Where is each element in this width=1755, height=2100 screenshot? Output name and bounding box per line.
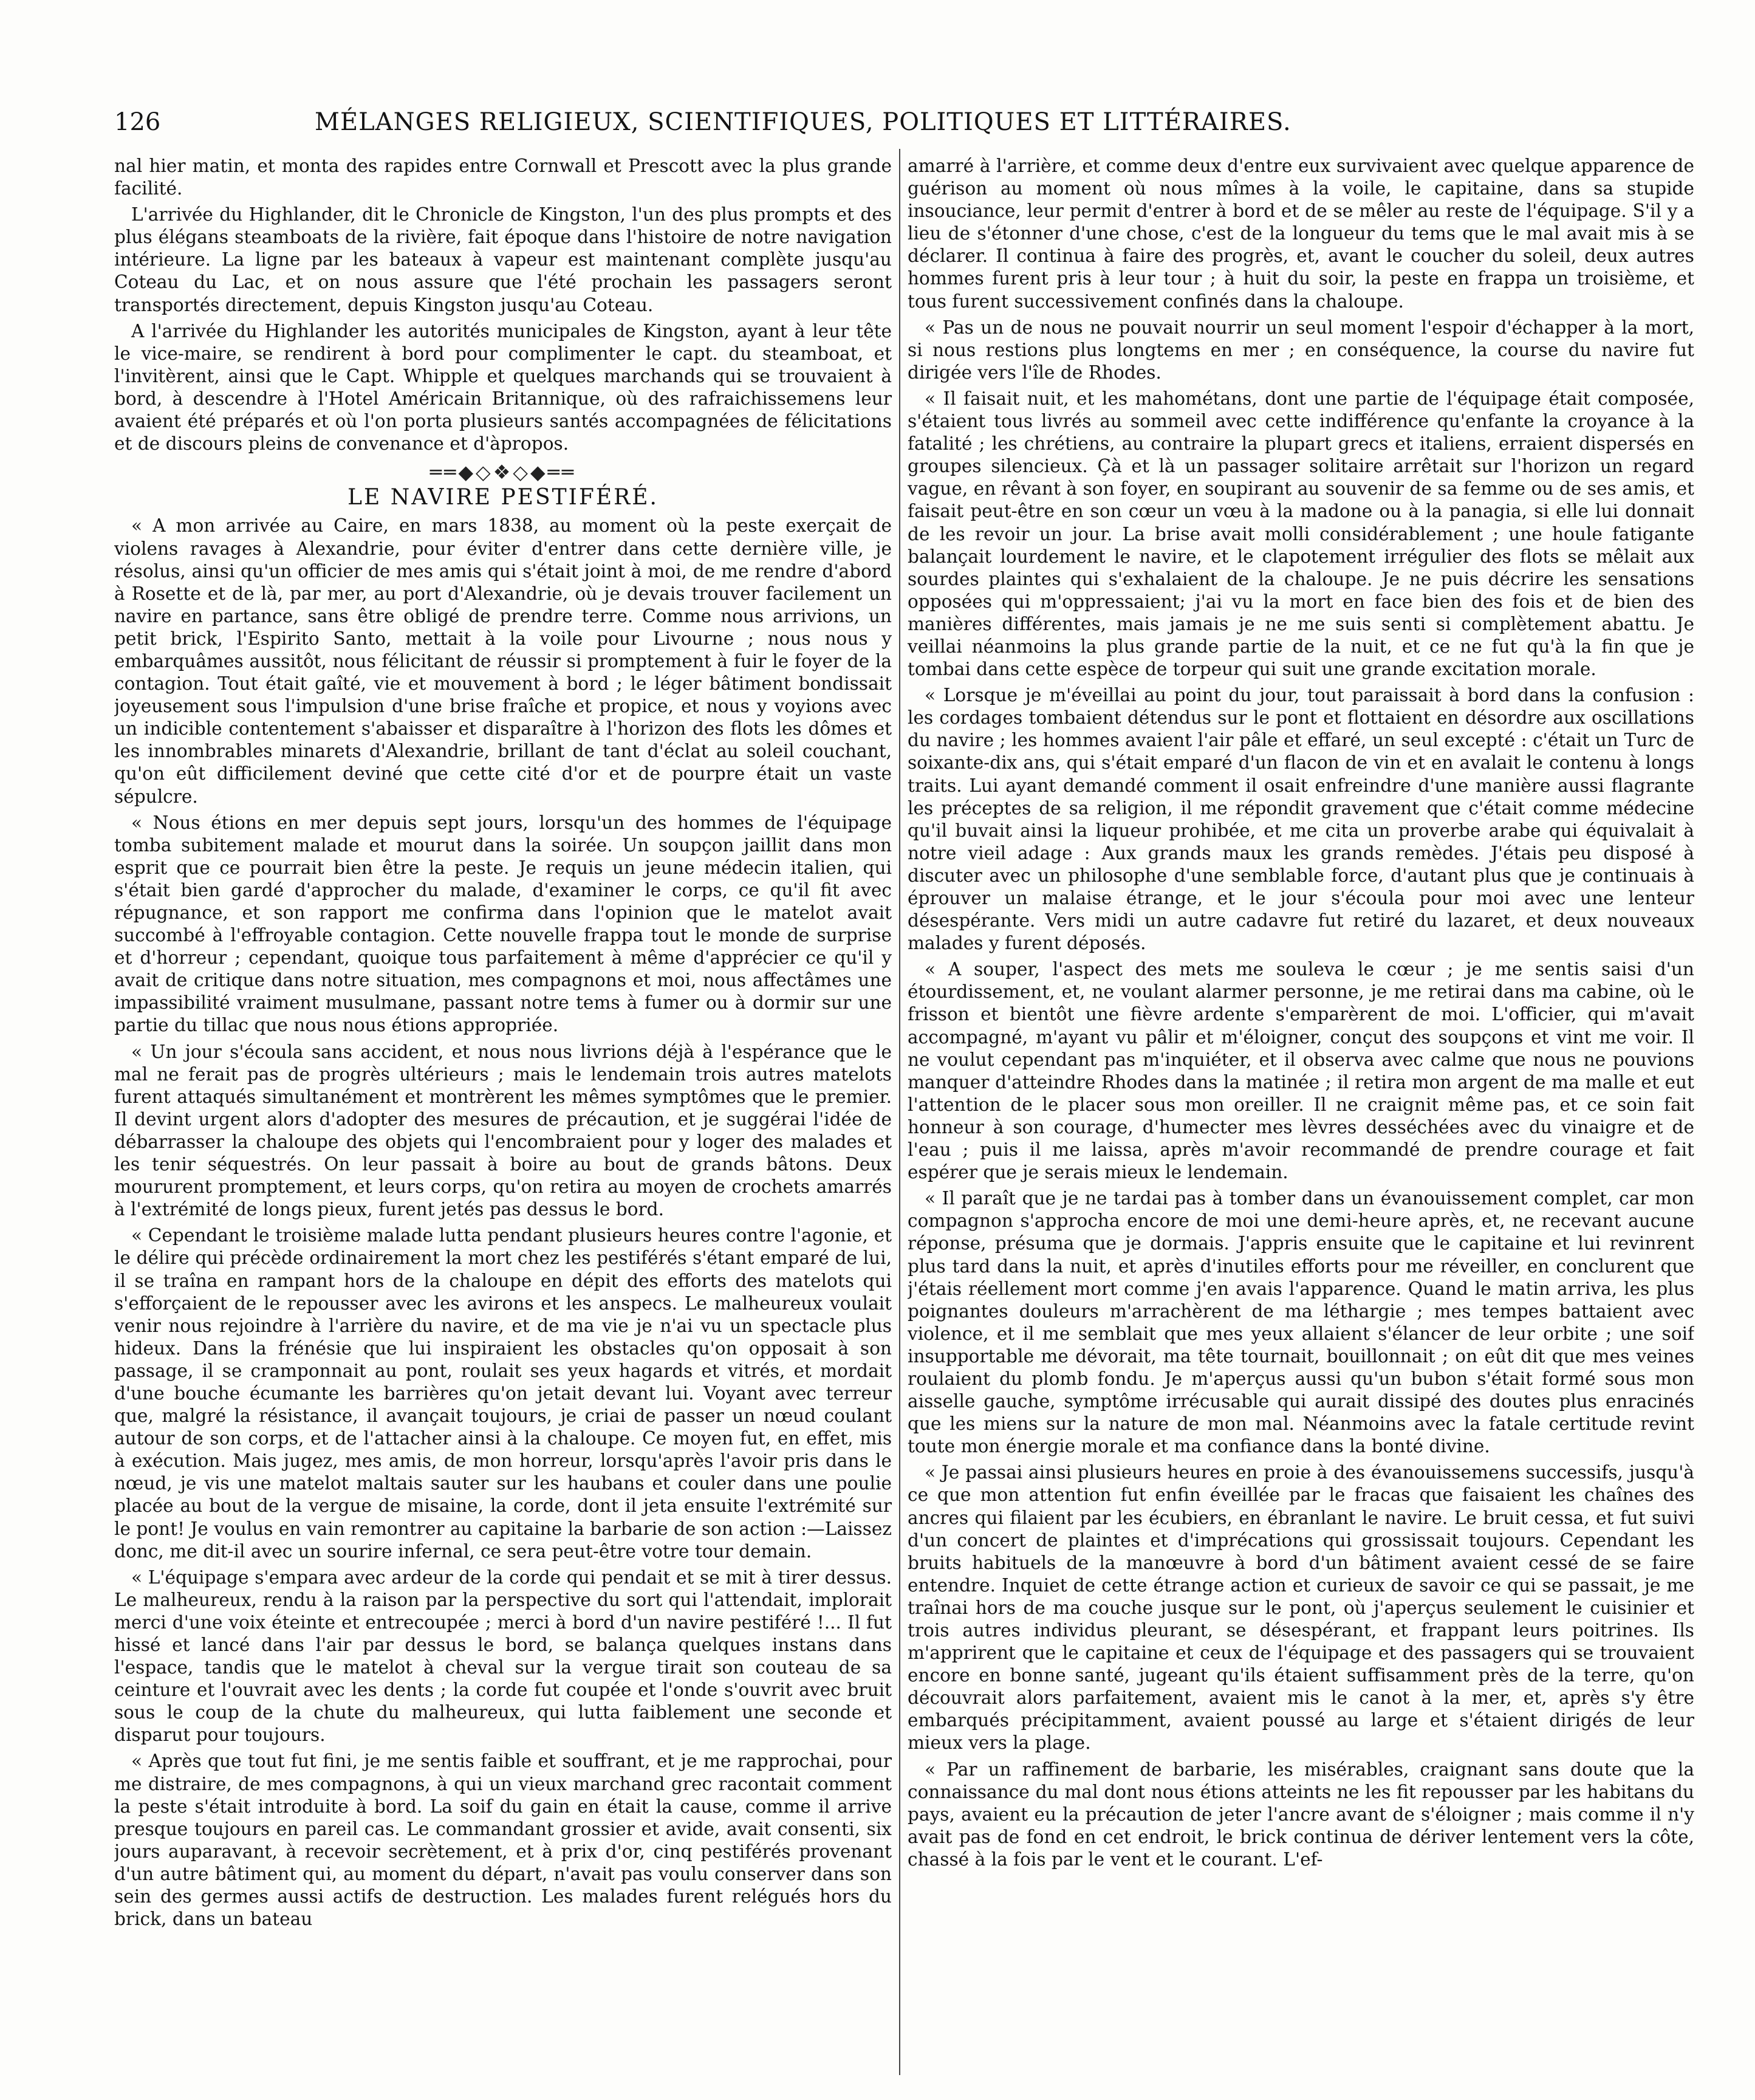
paragraph: « Je passai ainsi plusieurs heures en proie à des évanouissemens successifs, jusqu'à ce que mon attention fut enfin éveillée par le fracas que faisaient les chaînes des ancres qui filaient par les écubiers, en ébranlant le navire. Le bruit cessa, et fut suivi d'un concert de plaintes et d'imprécations qui grossissait toujours. Cependant les bruits habituels de la manœuvre à bord d'un bâtiment avaient cessé de se faire entendre. Inquiet de cette étrange action et curieux de savoir ce qui se passait, je me traînai hors de ma couche jusque sur le pont, où j'aperçus seulement le cuisinier et trois autres individus pleurant, se désespérant, et frappant leurs poitrines. Ils m'apprirent que le capitaine et ceux de l'équipage et des passagers qui se trouvaient encore en bonne santé, jugeant qu'ils étaient suffisamment près de la terre, qu'on découvrait alors parfaitement, avaient mis le canot à la mer, et, après s'y être embarqués précipitamment, avaient poussé au large et s'étaient dirigés de leur mieux vers la plage. [908,1462,1694,1754]
right-column [908,155,1694,2075]
ornament-divider: ══◆◇❖◇◆══ [429,461,576,484]
paragraph: « Pas un de nous ne pouvait nourrir un seul moment l'espoir d'échapper à la mort, si nous restions plus longtems en mer ; en conséquence, la course du navire fut dirigée vers l'île de Rhodes. [908,317,1694,383]
column-divider [899,149,900,2075]
paragraph: amarré à l'arrière, et comme deux d'entre eux survivaient avec quelque apparence de guérison au moment où nous mîmes à la voile, le capitaine, dans sa stupide insouciance, leur permit d'entrer à bord et de se mêler au reste de l'équipage. S'il y a lieu de s'étonner d'une chose, c'est de la longueur du tems que le mal avait mis à se déclarer. Il continua à faire des progrès, et, avant le coucher du soleil, deux autres hommes furent pris à leur tour ; à huit du soir, la peste en frappa un troisième, et tous furent successivement confinés dans la chaloupe. [908,156,1694,312]
paragraph: A l'arrivée du Highlander les autorités municipales de Kingston, ayant à leur tête le vice-maire, se rendirent à bord pour complimenter le capt. du steamboat, et l'invitèrent, ainsi que le Capt. Whipple et quelques marchands qui se trouvaient à bord, à descendre à l'Hotel Américain Britannique, où des rafraichissemens leur avaient été préparés et où l'on porta plusieurs santés accompagnées de félicitations et de discours pleins de convenance et d'àpropos. [114,320,892,455]
paragraph: « Après que tout fut fini, je me sentis faible et souffrant, et je me rapprochai, pour me distraire, de mes compagnons, à qui un vieux marchand grec racontait comment la peste s'était introduite à bord. La soif du gain en était la cause, comme il arrive presque toujours en pareil cas. Le commandant grossier et avide, avait consenti, six jours auparavant, à recevoir secrètement, et à prix d'or, cinq pestiférés provenant d'un autre bâtiment qui, au moment du départ, n'avait pas voulu conserver dans son sein des germes aussi actifs de destruction. Les malades furent relégués hors du brick, dans un bateau [114,1751,892,1930]
paragraph: « Il faisait nuit, et les mahométans, dont une partie de l'équipage était composée, s'étaient tous livrés au sommeil avec cette indifférence qu'enfante la croyance à la fatalité ; les chrétiens, au contraire la plupart grecs et italiens, erraient dispersés en groupes silencieux. Çà et là un passager solitaire arrêtait sur l'horizon un regard vague, en rêvant à son foyer, en soupirant au souvenir de sa femme ou de ses amis, et faisait peut-être en son cœur un vœu à la madone ou à la panagia, si elle lui donnait de les revoir un jour. La brise avait molli considérablement ; une houle fatigante balançait lourdement le navire, et le clapotement irrégulier des flots se mêlait aux sourdes plaintes qui s'exhalaient de la chaloupe. Je ne puis décrire les sensations opposées qui m'oppressaient; j'ai vu la mort en face bien des fois et de bien des manières différentes, mais jamais je ne me suis senti si complètement abattu. Je veillai néanmoins la plus grande partie de la nuit, et ce ne fut qu'à la fin que je tombai dans cette espèce de torpeur qui suit une grande excitation morale. [908,388,1694,680]
paragraph: nal hier matin, et monta des rapides entre Cornwall et Prescott avec la plus grande facilité. [114,156,892,199]
paragraph: « Un jour s'écoula sans accident, et nous nous livrions déjà à l'espérance que le mal ne ferait pas de progrès ultérieurs ; mais le lendemain trois autres matelots furent attaqués simultanément et montrèrent les mêmes symptômes que le premier. Il devint urgent alors d'adopter des mesures de précaution, et je suggérai l'idée de débarrasser la chaloupe des objets qui l'encombraient pour y loger des malades et les tenir séquestrés. On leur passait à boire au bout de grands bâtons. Deux moururent promptement, et leurs corps, qu'on retira au moyen de crochets amarrés à l'extrémité de longs pieux, furent jetés pas dessus le bord. [114,1041,892,1220]
paragraph: « L'équipage s'empara avec ardeur de la corde qui pendait et se mit à tirer dessus. Le malheureux, rendu à la raison par la perspective du sort qui l'attendait, implorait merci d'une voix éteinte et entrecoupée ; merci à bord d'un navire pestiféré !... Il fut hissé et lancé dans l'air par dessus le bord, se balança quelques instans dans l'espace, tandis que le matelot à cheval sur la vergue tirait son couteau de sa ceinture et l'ouvrait avec les dents ; la corde fut coupée et l'onde s'ouvrit avec bruit sous le coup de la chute du malheureux, qui lutta faiblement une seconde et disparut pour toujours. [114,1566,892,1746]
paragraph: « Il paraît que je ne tardai pas à tomber dans un évanouissement complet, car mon compagnon s'approcha encore de moi une demi-heure après, et, ne recevant aucune réponse, présuma que je dormais. J'appris ensuite que le capitaine et lui revinrent plus tard dans la nuit, et après d'inutiles efforts pour me réveiller, en conclurent que j'étais réellement mort comme j'en avais l'apparence. Quand le matin arriva, les plus poignantes douleurs m'arrachèrent de ma léthargie ; mes tempes battaient avec violence, et il me semblait que mes yeux allaient s'élancer de leur orbite ; une soif insupportable me dévorait, ma tête tournait, bouillonnait ; on eût dit que mes veines roulaient du plomb fondu. Je m'aperçus aussi qu'un bubon s'était formé sous mon aisselle gauche, symptôme irrécusable qui aurait dissipé des doutes plus enracinés que les miens sur la nature de mon mal. Néanmoins avec la fatale certitude revint toute mon énergie morale et ma confiance dans la bonté divine. [908,1188,1694,1457]
paragraph: « A mon arrivée au Caire, en mars 1838, au moment où la peste exerçait de violens ravages à Alexandrie, pour éviter d'entrer dans cette dernière ville, je résolus, ainsi qu'un officier de mes amis qui s'était joint à moi, de me rendre d'abord à Rosette et de là, par mer, au port d'Alexandrie, où je devais trouver facilement un navire en partance, sans être obligé de prendre terre. Comme nous arrivions, un petit brick, l'Espirito Santo, mettait à la voile pour Livourne ; nous nous y embarquâmes aussitôt, nous félicitant de réussir si promptement à fuir le foyer de la contagion. Tout était gaîté, vie et mouvement à bord ; le léger bâtiment bondissait joyeusement sous l'impulsion d'une brise fraîche et propice, et nous y voyions avec un indicible contentement s'abaisser et disparaître à l'horizon des flots les dômes et les innombrables minarets d'Alexandrie, brillant de tant d'éclat au soleil couchant, qu'on eût difficilement deviné que cette cité d'or et de pourpre était un vaste sépulcre. [114,515,892,807]
page-header [114,108,1706,145]
paragraph: « Nous étions en mer depuis sept jours, lorsqu'un des hommes de l'équipage tomba subitement malade et mourut dans la soirée. Un soupçon jaillit dans mon esprit que ce pourrait bien être la peste. Je requis un jeune médecin italien, qui s'était bien gardé d'approcher du malade, d'examiner le corps, ce qu'il fit avec répugnance, et son rapport me confirma dans l'opinion que le matelot avait succombé à l'effroyable contagion. Cette nouvelle frappa tout le monde de surprise et d'horreur ; cependant, quoique tous parfaitement à même d'apprécier ce qu'il y avait de critique dans notre situation, mes compagnons et moi, nous affectâmes une impassibilité vraiment musulmane, passant notre tems à fumer ou à dormir sur une partie du tillac que nous nous étions appropriée. [114,812,892,1036]
article-title: LE NAVIRE PESTIFÉRÉ. [347,485,659,510]
left-column [114,155,892,2075]
paragraph: « Cependant le troisième malade lutta pendant plusieurs heures contre l'agonie, et le délire qui précède ordinairement la mort chez les pestiférés s'étant emparé de lui, il se traîna en rampant hors de la chaloupe en dépit des efforts des matelots qui s'efforçaient de le repousser avec les avirons et les anspecs. Le malheureux voulait venir nous rejoindre à l'arrière du navire, et de ma vie je n'ai vu un spectacle plus hideux. Dans la frénésie que lui inspiraient les obstacles qu'on opposait à son passage, il se cramponnait au pont, roulait ses yeux hagards et vitrés, et mordait d'une bouche écumante les barrières qu'on jetait devant lui. Voyant avec terreur que, malgré la résistance, il avançait toujours, je criai de passer un nœud coulant autour de son corps, et de l'attacher ainsi à la chaloupe. Ce moyen fut, en effet, mis à exécution. Mais jugez, mes amis, de mon horreur, lorsqu'après l'avoir pris dans le nœud, je vis une matelot maltais sauter sur les haubans et couler dans une poulie placée au bout de la vergue de misaine, la corde, dont il jeta ensuite l'extrémité sur le pont! Je voulus en vain remontrer au capitaine la barbarie de son action :—Laissez donc, me dit-il avec un sourire infernal, ce sera peut-être votre tour demain. [114,1225,892,1562]
running-title: MÉLANGES RELIGIEUX, SCIENTIFIQUES, POLITIQUES ET LITTÉRAIRES. [315,108,1291,136]
page-number: 126 [114,108,161,136]
paragraph: « Lorsque je m'éveillai au point du jour, tout paraissait à bord dans la confusion : les cordages tombaient détendus sur le pont et flottaient en désordre aux oscillations du navire ; les hommes avaient l'air pâle et effaré, un seul excepté : c'était un Turc de soixante-dix ans, qui s'était emparé d'un flacon de vin et en avalait le contenu à longs traits. Lui ayant demandé comment il osait enfreindre d'une manière aussi flagrante les préceptes de sa religion, il me répondit gravement que c'était comme médecine qu'il buvait ainsi la liqueur prohibée, et me cita un proverbe arabe qui équivalait à notre vieil adage : Aux grands maux les grands remèdes. J'étais peu disposé à discuter avec un philosophe d'une semblable force, d'autant plus que je continuais à éprouver un malaise étrange, et le jour s'écoula pour moi avec une lenteur désespérante. Vers midi un autre cadavre fut retiré du lazaret, et deux nouveaux malades y furent déposés. [908,685,1694,954]
paragraph: « Par un raffinement de barbarie, les misérables, craignant sans doute que la connaissance du mal dont nous étions atteints ne les fit repousser par les habitans du pays, avaient eu la précaution de jeter l'ancre avant de s'éloigner ; mais comme il n'y avait pas de fond en cet endroit, le brick continua de dériver lentement vers la côte, chassé à la fois par le vent et le courant. L'ef- [908,1759,1694,1870]
paragraph: L'arrivée du Highlander, dit le Chronicle de Kingston, l'un des plus prompts et des plus élégans steamboats de la rivière, fait époque dans l'histoire de notre navigation intérieure. La ligne par les bateaux à vapeur est maintenant complète jusqu'au Coteau du Lac, et on nous assure que l'été prochain les passagers seront transportés directement, depuis Kingston jusqu'au Coteau. [114,204,892,315]
paragraph: « A souper, l'aspect des mets me souleva le cœur ; je me sentis saisi d'un étourdissement, et, ne voulant alarmer personne, je me retirai dans ma cabine, où le frisson et bientôt une fièvre ardente s'emparèrent de moi. L'officier, qui m'avait accompagné, m'ayant vu pâlir et m'éloigner, conçut des soupçons et vint me voir. Il ne voulut cependant pas m'inquiéter, et il observa avec calme que nous ne pouvions manquer d'atteindre Rhodes dans la matinée ; il retira mon argent de ma malle et eut l'attention de le placer sous mon oreiller. Il ne craignit même pas, et ce soin fait honneur à son courage, d'humecter mes lèvres desséchées avec du vinaigre et de l'eau ; puis il me laissa, après m'avoir recommandé de prendre courage et fait espérer que je serais mieux le lendemain. [908,959,1694,1183]
